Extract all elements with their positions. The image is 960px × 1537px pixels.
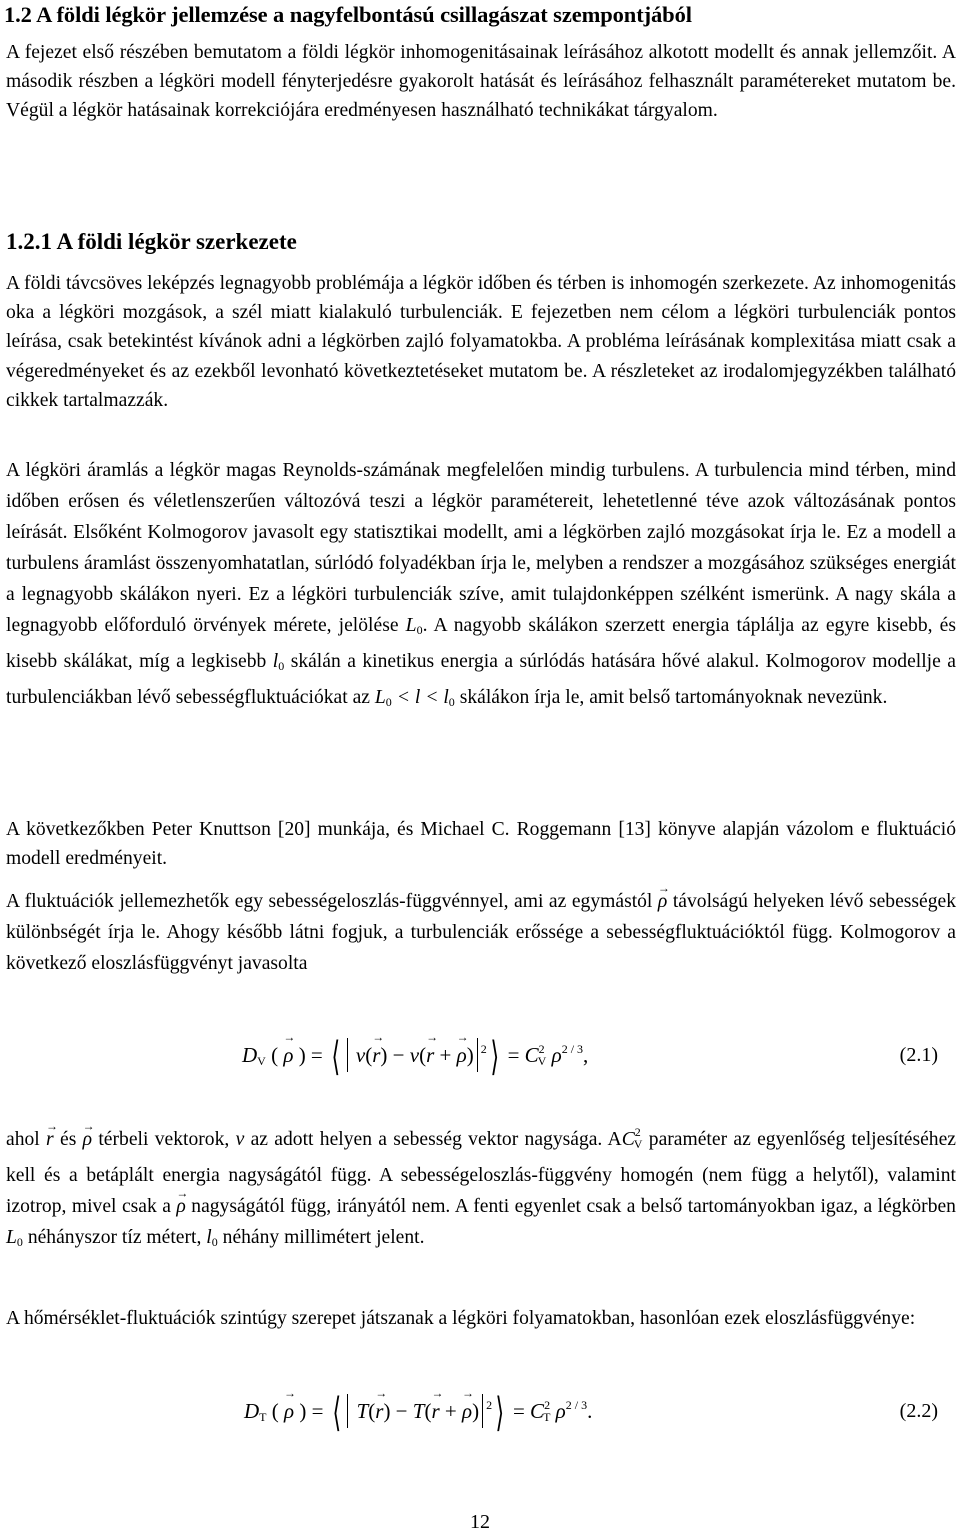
paragraph-kolmogorov: A légköri áramlás a légkör magas Reynolds-számának megfelelően mindig turbulens. A turbulencia mind térben, mind időben erősen és véletlenszerűen változóvá teszi a légkör paramétereit, lehetetlenné téve azok változásának pontos leírását. Elsőként Kolmogorov javasolt egy statisztikai modellt, ami a légkörben zajló mozgásokat írja le. Ez a modell a turbulens áramlást összenyomhatatlan, súrlódó folyadékban írja le, melyben a rendszer a mozgásához szükséges energiát a legnagyobb skálákon nyeri. Ez a légköri turbulenciák szíve, amit tulajdonképpen szélként ismerünk. A nagy skála a legnagyobb előforduló örvények mérete, jelölése $L_0$. A nagyobb skálákon szerzett energia táplálja az egyre kisebb, és kisebb skálákat, míg a legkisebb $l_0$ skálán a kinetikus energia a súrlódás hatására hővé alakul. Kolmogorov modellje a turbulenciákban lévő sebességfluktuációkat az $L_0 < l < l_0$ skálákon írja le, amit belső tartományoknak nevezünk.	[6, 460, 956, 709]
equation-2-1	[0, 1030, 960, 1092]
paragraph-temperature: A hőmérséklet-fluktuációk szintúgy szerepet játszanak a légköri folyamatokban, hasonlóan ezek eloszlásfüggvénye:	[6, 1308, 916, 1329]
inequality-inline: $L_0 < l < l_0$	[374, 687, 455, 709]
equation-2-1-body: $D_V$ ( → ρ ) = ⟨ v(→ r) − v(→ r + → ρ) $^2$⟩ = $C^2_V$ $\rho^{2 / 3}$,	[242, 1038, 588, 1072]
paragraph-sources: A következőkben Peter Knuttson [20] munkája, és Michael C. Roggemann [13] könyve alapján vázolom e fluktuáció modell eredményeit.	[6, 819, 956, 870]
section-title: 1.2 A földi légkör jellemzése a nagyfelbontású csillagászat szempontjából	[4, 2, 692, 27]
paragraph-fluctuation: A fluktuációk jellemezhetők egy sebességeloszlás-függvénnyel, ami az egymástól → ρ távolságú helyeken lévő sebességek különbségét írja le. Ahogy később látni fogjuk, a turbulenciák erőssége a sebességfluktuációktól függ. Kolmogorov a következő eloszlásfüggvényt javasolta	[6, 886, 956, 979]
subsection-title: 1.2.1 A földi légkör szerkezete	[6, 229, 297, 254]
symbol-cv2: $C^2_V$	[621, 1125, 643, 1151]
page-number: 12	[470, 1511, 490, 1533]
intro-paragraph: A fejezet első részében bemutatom a földi légkör inhomogenitásainak leírásához alkotott modellt és annak jellemzőit. A második részben a légköri modell fényterjedésre gyakorolt hatását és leírásához felhasznált paramétereket mutatom be. Végül a légkör hatásainak korrekciójára eredményesen használható technikákat tárgyalom.	[6, 42, 956, 122]
equation-2-2	[0, 1386, 960, 1448]
equation-number-2-1: (2.1)	[899, 1044, 938, 1066]
symbol-l0: $l_0$	[272, 651, 285, 673]
symbol-L0: $L_0$	[405, 615, 423, 637]
symbol-rho-vector: → ρ	[658, 886, 667, 917]
equation-2-2-body: $D_T$ ( → ρ ) = ⟨ T(→ r) − T(→ r + → ρ) $^2$⟩ = $C^2_T$ $\rho^{2 / 3}$.	[244, 1394, 592, 1428]
paragraph-structure: A földi távcsöves leképzés legnagyobb problémája a légkör időben és térben is inhomogén szerkezete. Az inhomogenitás oka a légköri mozgások, a szél miatt kialakuló turbulenciák. E fejezetben nem célom a légköri turbulenciák pontos leírása, csak betekintést kívánok adni a légkörben zajló folyamatokba. A probléma leírásának komplexitása miatt csak a végeredményeket és az ezekből levonható következtetéseket mutatom be. A részleteket az irodalomjegyzékben található cikkek tartalmazzák.	[6, 273, 956, 411]
paragraph-definitions: ahol → r és → ρ térbeli vektorok, v az adott helyen a sebesség vektor nagysága. $AC^2_V$ paraméter az egyenlőség teljesítéséhez kell és a betáplált energia nagyságától függ. A sebességeloszlás-függvény homogén (nem függ a helytől), valamint izotrop, mivel csak a → ρ nagyságától függ, irányától nem. A fenti egyenlet csak a belső tartományokban igaz, a légkörben $L_0$ néhányszor tíz métert, $l_0$ néhány millimétert jelent.	[6, 1117, 956, 1258]
equation-number-2-2: (2.2)	[899, 1400, 938, 1422]
